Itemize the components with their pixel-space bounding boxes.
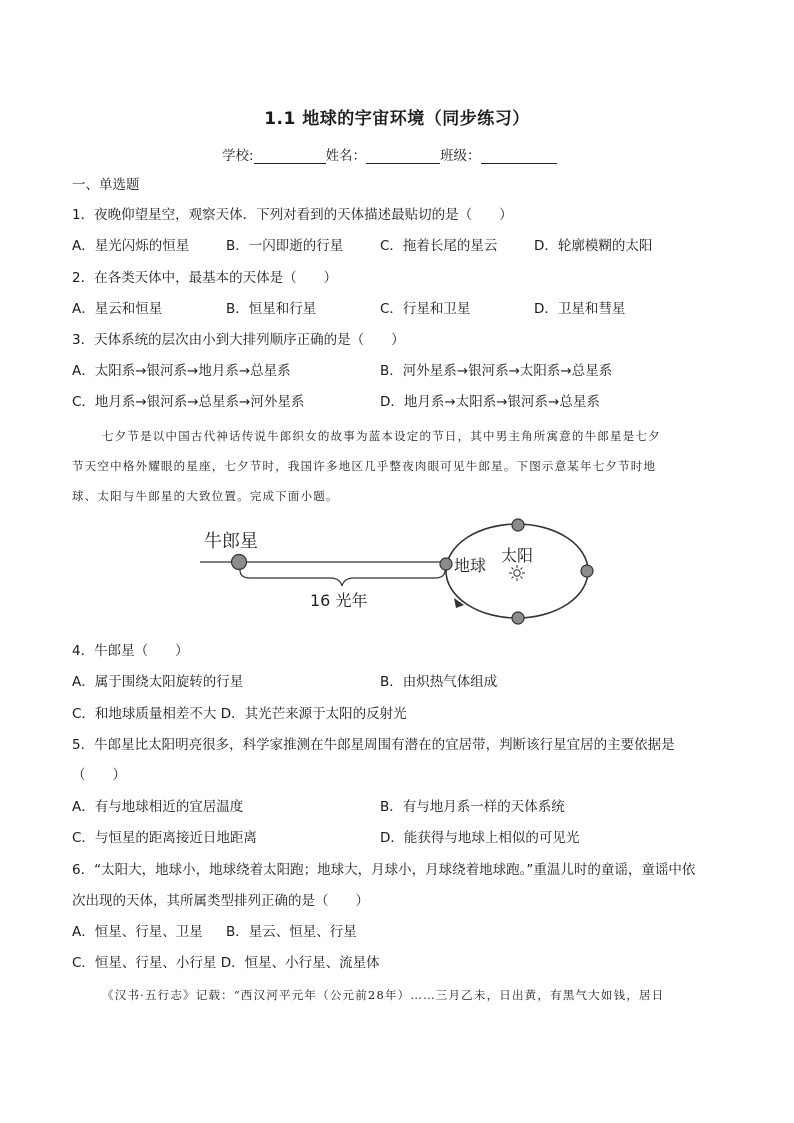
passage-1-line-1: 七夕节是以中国古代神话传说牛郎织女的故事为蓝本设定的节日，其中男主角所寓意的牛郎星是七夕 bbox=[102, 429, 661, 443]
question-1-option-d[interactable]: D．轮廓模糊的太阳 bbox=[534, 238, 653, 254]
page-title: 1.1 地球的宇宙环境（同步练习） bbox=[264, 109, 530, 129]
question-4-option-a[interactable]: A．属于围绕太阳旋转的行星 bbox=[72, 674, 244, 690]
question-2-option-a[interactable]: A．星云和恒星 bbox=[72, 301, 163, 317]
name-label: 姓名： bbox=[325, 148, 367, 164]
school-label: 学校: bbox=[222, 148, 254, 164]
passage-1-line-3: 球、太阳与牛郎星的大致位置。完成下面小题。 bbox=[72, 489, 339, 503]
student-info-line bbox=[222, 144, 557, 164]
question-5-option-a[interactable]: A．有与地球相近的宜居温度 bbox=[72, 799, 244, 815]
question-6-option-a[interactable]: A．恒星、行星、卫星 bbox=[72, 924, 203, 940]
question-3-option-a[interactable]: A．太阳系→银河系→地月系→总星系 bbox=[72, 363, 291, 379]
altair-label: 牛郎星 bbox=[204, 531, 258, 552]
question-5-stem-line-2: （ ） bbox=[72, 767, 126, 783]
question-2-option-d[interactable]: D．卫星和彗星 bbox=[534, 301, 626, 317]
question-5-option-b[interactable]: B．有与地月系一样的天体系统 bbox=[380, 799, 565, 815]
question-3-option-b[interactable]: B．河外星系→银河系→太阳系→总星系 bbox=[380, 363, 613, 379]
distance-label: 16 光年 bbox=[310, 591, 368, 610]
question-1-stem: 1．夜晚仰望星空，观察天体．下列对看到的天体描述最贴切的是（ ） bbox=[72, 207, 513, 223]
question-4-option-cd[interactable]: C．和地球质量相差不大 D．其光芒来源于太阳的反射光 bbox=[72, 706, 407, 722]
orbit-direction-arrow-icon bbox=[454, 598, 464, 608]
section-heading: 一、单选题 bbox=[72, 177, 140, 193]
question-1-option-c[interactable]: C．拖着长尾的星云 bbox=[380, 238, 498, 254]
passage-1-line-2: 节天空中格外耀眼的星座，七夕节时，我国许多地区几乎整夜肉眼可见牛郎星。下图示意某年七夕节时地 bbox=[72, 459, 657, 473]
altair-sun-earth-diagram bbox=[190, 512, 610, 630]
question-4-stem: 4．牛郎星（ ） bbox=[72, 643, 189, 659]
question-1-option-b[interactable]: B．一闪即逝的行星 bbox=[226, 238, 344, 254]
question-6-stem-line-2: 次出现的天体，其所属类型排列正确的是（ ） bbox=[72, 893, 369, 909]
passage-2-line-1: 《汉书·五行志》记载：“西汉河平元年（公元前28年）……三月乙未，日出黄，有黑气大如钱，居日 bbox=[102, 988, 665, 1002]
altair-star bbox=[232, 555, 247, 570]
school-blank[interactable] bbox=[254, 149, 326, 164]
earth-position-south bbox=[512, 612, 524, 624]
earth-position-east bbox=[581, 565, 593, 577]
question-3-option-c[interactable]: C．地月系→银河系→总星系→河外星系 bbox=[72, 394, 305, 410]
question-3-option-d[interactable]: D．地月系→太阳系→银河系→总星系 bbox=[380, 394, 600, 410]
question-1-option-a[interactable]: A．星光闪烁的恒星 bbox=[72, 238, 190, 254]
question-2-stem: 2．在各类天体中，最基本的天体是（ ） bbox=[72, 270, 338, 286]
question-6-stem-line-1: 6．“太阳大，地球小，地球绕着太阳跑；地球大，月球小，月球绕着地球跑。”重温儿时的童谣，童谣中依 bbox=[72, 862, 696, 878]
question-3-stem: 3．天体系统的层次由小到大排列顺序正确的是（ ） bbox=[72, 332, 405, 348]
question-5-stem-line-1: 5．牛郎星比太阳明亮很多，科学家推测在牛郎星周围有潜在的宜居带，判断该行星宜居的主要依据是 bbox=[72, 737, 675, 753]
earth-position-north bbox=[512, 519, 524, 531]
question-2-option-c[interactable]: C．行星和卫星 bbox=[380, 301, 471, 317]
class-label: 班级： bbox=[440, 148, 481, 164]
earth-position-west bbox=[440, 558, 452, 570]
question-6-option-b[interactable]: B．星云、恒星、行星 bbox=[226, 924, 357, 940]
question-6-option-cd[interactable]: C．恒星、行星、小行星 D．恒星、小行星、流星体 bbox=[72, 955, 380, 971]
question-5-option-c[interactable]: C．与恒星的距离接近日地距离 bbox=[72, 830, 257, 846]
sun-icon bbox=[509, 565, 525, 581]
sun-label: 太阳 bbox=[501, 546, 534, 565]
earth-label: 地球 bbox=[454, 556, 487, 575]
question-4-option-b[interactable]: B．由炽热气体组成 bbox=[380, 674, 498, 690]
name-blank[interactable] bbox=[366, 149, 440, 164]
question-5-option-d[interactable]: D．能获得与地球上相似的可见光 bbox=[380, 830, 580, 846]
question-2-option-b[interactable]: B．恒星和行星 bbox=[226, 301, 317, 317]
class-blank[interactable] bbox=[481, 149, 557, 164]
distance-brace bbox=[240, 570, 445, 586]
